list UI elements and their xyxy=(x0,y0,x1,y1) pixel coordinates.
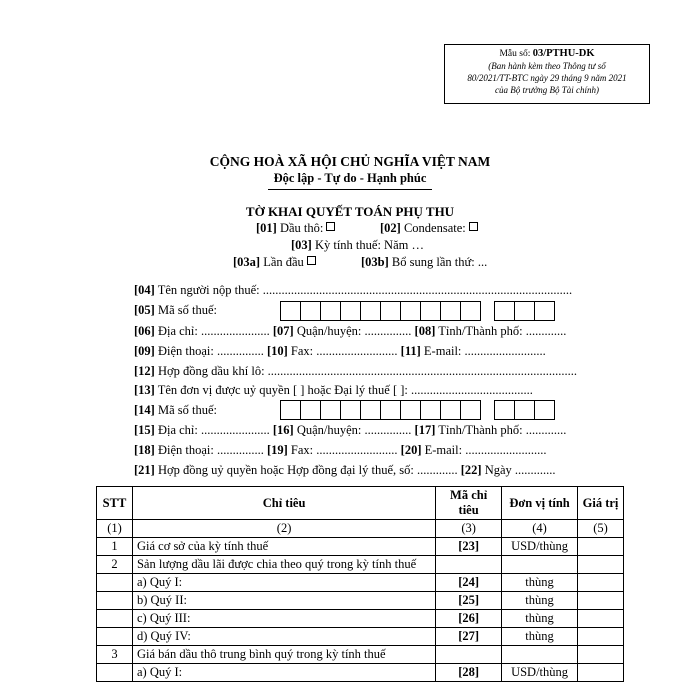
code-11: [11] xyxy=(400,344,421,358)
row-unit xyxy=(502,646,578,664)
row-code xyxy=(436,556,502,574)
code-02: [02] xyxy=(380,221,401,235)
row-value-cell[interactable] xyxy=(578,592,624,610)
code-16: [16] xyxy=(272,423,294,437)
label-05: Mã số thuế: xyxy=(154,303,217,317)
option-condensate xyxy=(380,221,478,236)
col-number: (4) xyxy=(502,520,578,538)
field-phone[interactable]: Điện thoại: ............... xyxy=(154,344,264,358)
row-stt: 2 xyxy=(97,556,133,574)
code-19: [19] xyxy=(266,443,288,457)
agent-tax-id-cells-main[interactable] xyxy=(281,400,481,420)
code-03a: [03a] xyxy=(233,255,261,269)
row-label: a) Quý I: xyxy=(132,664,435,682)
code-04: [04] xyxy=(134,283,155,297)
row-unit: thùng xyxy=(502,574,578,592)
row-stt: 1 xyxy=(97,538,133,556)
code-17: [17] xyxy=(414,423,436,437)
row-stt xyxy=(97,574,133,592)
row-code: [28] xyxy=(436,664,502,682)
table-header-row xyxy=(97,487,624,520)
row-label: Sản lượng dầu lãi được chia theo quý trong kỳ tính thuế xyxy=(132,556,435,574)
row-label: Giá cơ sở của kỳ tính thuế xyxy=(132,538,435,556)
row-label: Giá bán dầu thô trung bình quý trong kỳ tính thuế xyxy=(132,646,435,664)
table-row xyxy=(97,664,624,682)
label-14: Mã số thuế: xyxy=(154,403,217,417)
declaration-table xyxy=(96,486,624,682)
option-supplement xyxy=(361,255,487,270)
table-row xyxy=(97,646,624,664)
row-label: c) Quý III: xyxy=(132,610,435,628)
row-unit: USD/thùng xyxy=(502,664,578,682)
field-agent-email[interactable]: E-mail: .......................... xyxy=(421,443,547,457)
row-unit: thùng xyxy=(502,628,578,646)
motto-text: Độc lập - Tự do - Hạnh phúc xyxy=(268,171,433,190)
table-row xyxy=(97,628,624,646)
table-row xyxy=(97,592,624,610)
code-22: [22] xyxy=(460,463,482,477)
code-06: [06] xyxy=(134,324,155,338)
issuance-note-3: của Bộ trưởng Bộ Tài chính) xyxy=(495,85,599,95)
table-row xyxy=(97,574,624,592)
option-first-time xyxy=(233,255,316,270)
tax-id-boxes[interactable] xyxy=(281,301,555,321)
row-code: [23] xyxy=(436,538,502,556)
row-stt xyxy=(97,664,133,682)
table-row xyxy=(97,610,624,628)
row-label: b) Quý II: xyxy=(132,592,435,610)
field-contract-date[interactable]: Ngày ............. xyxy=(481,463,556,477)
row-unit: thùng xyxy=(502,610,578,628)
code-03: [03] xyxy=(291,238,312,252)
table-col-number-row xyxy=(97,520,624,538)
tax-id-cells-branch[interactable] xyxy=(495,301,555,321)
row-value-cell[interactable] xyxy=(578,610,624,628)
header-value: Giá trị xyxy=(578,487,624,520)
header-stt: STT xyxy=(97,487,133,520)
row-value-cell[interactable] xyxy=(578,628,624,646)
field-authorized-unit[interactable] xyxy=(134,383,533,398)
motto xyxy=(0,171,700,190)
issuance-note-2: 80/2021/TT-BTC ngày 29 tháng 9 năm 2021 xyxy=(467,73,627,83)
label-03: Kỳ tính thuế: Năm … xyxy=(311,238,424,252)
code-20: [20] xyxy=(400,443,422,457)
field-address[interactable]: Địa chỉ: ...................... xyxy=(154,324,270,338)
code-12: [12] xyxy=(134,364,155,378)
row-code: [24] xyxy=(436,574,502,592)
field-oil-contract[interactable] xyxy=(134,364,577,379)
row-unit: thùng xyxy=(502,592,578,610)
field-agent-address[interactable]: Địa chỉ: ...................... xyxy=(154,423,270,437)
nation-heading: CỘNG HOÀ XÃ HỘI CHỦ NGHĨA VIỆT NAM xyxy=(209,154,491,169)
label-03b: Bổ sung lần thứ: ... xyxy=(388,255,488,269)
issuance-note-1: (Ban hành kèm theo Thông tư số xyxy=(488,61,606,71)
field-contact-row xyxy=(134,344,546,359)
agent-tax-id-boxes[interactable] xyxy=(281,400,555,420)
code-18: [18] xyxy=(134,443,155,457)
code-15: [15] xyxy=(134,423,155,437)
header-code: Mã chỉ tiêu xyxy=(436,487,502,520)
field-agent-contact-row xyxy=(134,443,546,458)
agent-tax-id-cells-branch[interactable] xyxy=(495,400,555,420)
code-05: [05] xyxy=(134,303,155,317)
field-agent-fax[interactable]: Fax: .......................... xyxy=(287,443,398,457)
code-21: [21] xyxy=(134,463,155,477)
label-04: Tên người nộp thuế: ................................................................................................... xyxy=(154,283,573,297)
form-code: 03/PTHU-DK xyxy=(532,48,595,59)
tax-period xyxy=(291,238,424,253)
table-row xyxy=(97,538,624,556)
checkbox-condensate[interactable] xyxy=(469,222,478,231)
row-value-cell[interactable] xyxy=(578,556,624,574)
row-code: [25] xyxy=(436,592,502,610)
col-number: (5) xyxy=(578,520,624,538)
code-14: [14] xyxy=(134,403,155,417)
field-province[interactable]: Tỉnh/Thành phố: ............. xyxy=(435,324,567,338)
label-12: Hợp đồng dầu khí lô: ................................................................................................... xyxy=(154,364,578,378)
field-agent-tax-id xyxy=(134,403,217,418)
col-number: (2) xyxy=(132,520,435,538)
label-02: Condensate: xyxy=(400,221,466,235)
field-agent-district[interactable]: Quận/huyện: ............... xyxy=(293,423,412,437)
row-stt xyxy=(97,628,133,646)
row-unit xyxy=(502,556,578,574)
row-value-cell[interactable] xyxy=(578,646,624,664)
label-13: Tên đơn vị được uỷ quyền [ ] hoặc Đại lý thuế [ ]: ....................................... xyxy=(154,383,533,397)
field-fax[interactable]: Fax: .......................... xyxy=(287,344,398,358)
field-contract-number[interactable]: Hợp đồng uỷ quyền hoặc Hợp đồng đại lý thuế, số: ............. xyxy=(154,463,458,477)
code-09: [09] xyxy=(134,344,155,358)
row-stt xyxy=(97,592,133,610)
row-value-cell[interactable] xyxy=(578,538,624,556)
row-value-cell[interactable] xyxy=(578,664,624,682)
code-01: [01] xyxy=(256,221,277,235)
form-number xyxy=(445,48,649,60)
row-code: [27] xyxy=(436,628,502,646)
row-code: [26] xyxy=(436,610,502,628)
row-label: d) Quý IV: xyxy=(132,628,435,646)
header-indicator: Chỉ tiêu xyxy=(132,487,435,520)
row-value-cell[interactable] xyxy=(578,574,624,592)
option-crude-oil xyxy=(256,221,335,236)
row-stt xyxy=(97,610,133,628)
col-number: (3) xyxy=(436,520,502,538)
col-number: (1) xyxy=(97,520,133,538)
code-13: [13] xyxy=(134,383,155,397)
row-unit: USD/thùng xyxy=(502,538,578,556)
field-agent-phone[interactable]: Điện thoại: ............... xyxy=(154,443,264,457)
row-label: a) Quý I: xyxy=(132,574,435,592)
row-stt: 3 xyxy=(97,646,133,664)
field-taxpayer-name[interactable] xyxy=(134,283,572,298)
field-agent-address-row xyxy=(134,423,566,438)
form-number-box xyxy=(444,44,650,104)
field-email[interactable]: E-mail: .......................... xyxy=(420,344,546,358)
row-code xyxy=(436,646,502,664)
checkbox-crude-oil[interactable] xyxy=(326,222,335,231)
field-agent-province[interactable]: Tỉnh/Thành phố: ............. xyxy=(435,423,567,437)
field-district[interactable]: Quận/huyện: ............... xyxy=(293,324,412,338)
code-08: [08] xyxy=(414,324,436,338)
form-label: Mẫu số: xyxy=(499,49,533,59)
checkbox-first-time[interactable] xyxy=(307,256,316,265)
tax-id-cells-main[interactable] xyxy=(281,301,481,321)
field-address-row xyxy=(134,324,566,339)
field-tax-id xyxy=(134,303,217,318)
code-07: [07] xyxy=(272,324,294,338)
code-10: [10] xyxy=(266,344,288,358)
code-03b: [03b] xyxy=(361,255,389,269)
label-03a: Lần đầu xyxy=(260,255,304,269)
field-contract-row xyxy=(134,463,556,478)
page-title: TỜ KHAI QUYẾT TOÁN PHỤ THU xyxy=(245,204,455,219)
label-01: Dầu thô: xyxy=(276,221,324,235)
header-unit: Đơn vị tính xyxy=(502,487,578,520)
table-row xyxy=(97,556,624,574)
